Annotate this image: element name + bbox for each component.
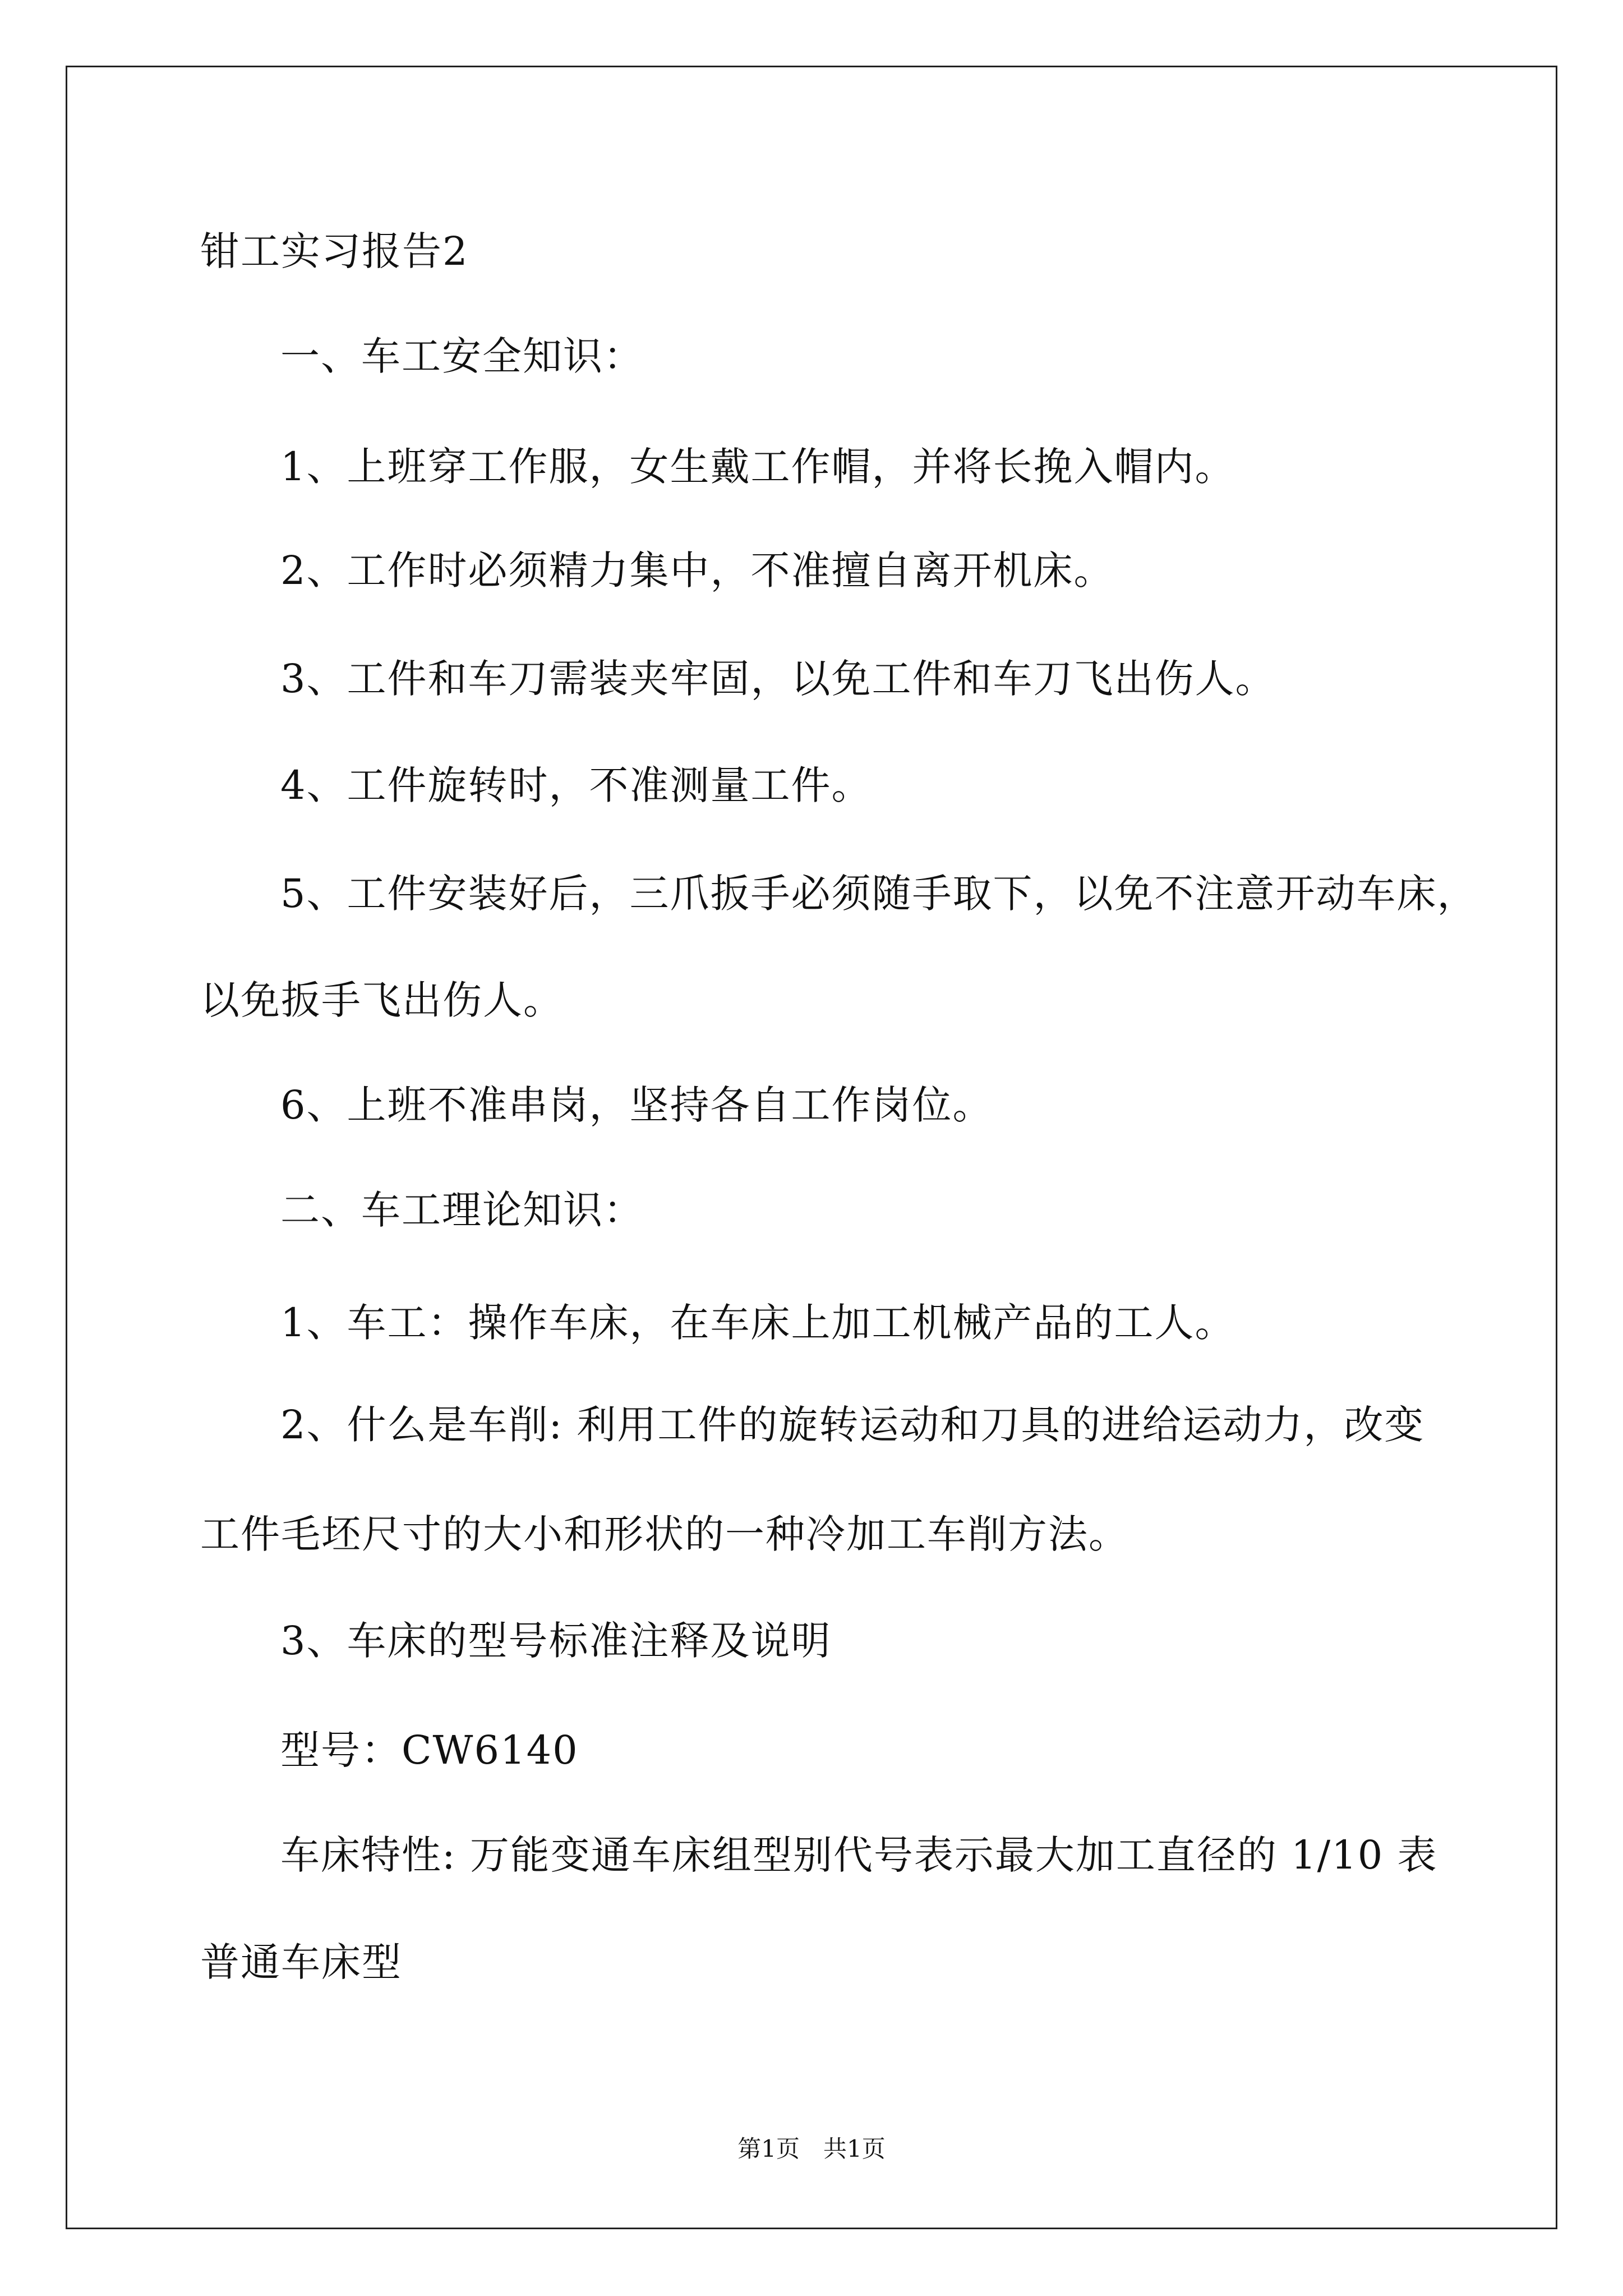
paragraph-line: 1、上班穿工作服，女生戴工作帽，并将长挽入帽内。 (280, 444, 1235, 490)
paragraph-line: 6、上班不准串岗，坚持各自工作岗位。 (280, 1082, 993, 1128)
paragraph-line: 工件毛坯尺寸的大小和形状的一种冷加工车削方法。 (200, 1511, 1129, 1557)
document-title: 钳工实习报告2 (200, 228, 469, 274)
section-heading-theory: 二、车工理论知识： (280, 1187, 644, 1233)
page-number-footer: 第1页 共1页 (737, 2135, 886, 2162)
paragraph-line: 车床特性: 万能变通车床组型别代号表示最大加工直径的 1/10 表 (280, 1832, 1438, 1878)
paragraph-line: 型号：CW6140 (280, 1727, 579, 1773)
paragraph-line: 4、工件旋转时，不准测量工件。 (280, 762, 872, 808)
paragraph-line: 3、车床的型号标准注释及说明 (280, 1618, 832, 1664)
paragraph-line: 5、工件安装好后，三爪扳手必须随手取下，以免不注意开动车床， (280, 871, 1478, 917)
paragraph-line: 以免扳手飞出伤人。 (200, 977, 564, 1023)
section-heading-safety: 一、车工安全知识： (280, 333, 644, 379)
page-border (66, 66, 1557, 2229)
paragraph-line: 3、工件和车刀需装夹牢固，以免工件和车刀飞出伤人。 (280, 656, 1276, 702)
paragraph-line: 普通车床型 (200, 1939, 402, 1985)
paragraph-line: 2、工作时必须精力集中，不准擅自离开机床。 (280, 547, 1114, 593)
paragraph-line: 1、车工：操作车床，在车床上加工机械产品的工人。 (280, 1300, 1235, 1346)
paragraph-line: 2、什么是车削: 利用工件的旋转运动和刀具的进给运动力，改变 (280, 1402, 1425, 1448)
